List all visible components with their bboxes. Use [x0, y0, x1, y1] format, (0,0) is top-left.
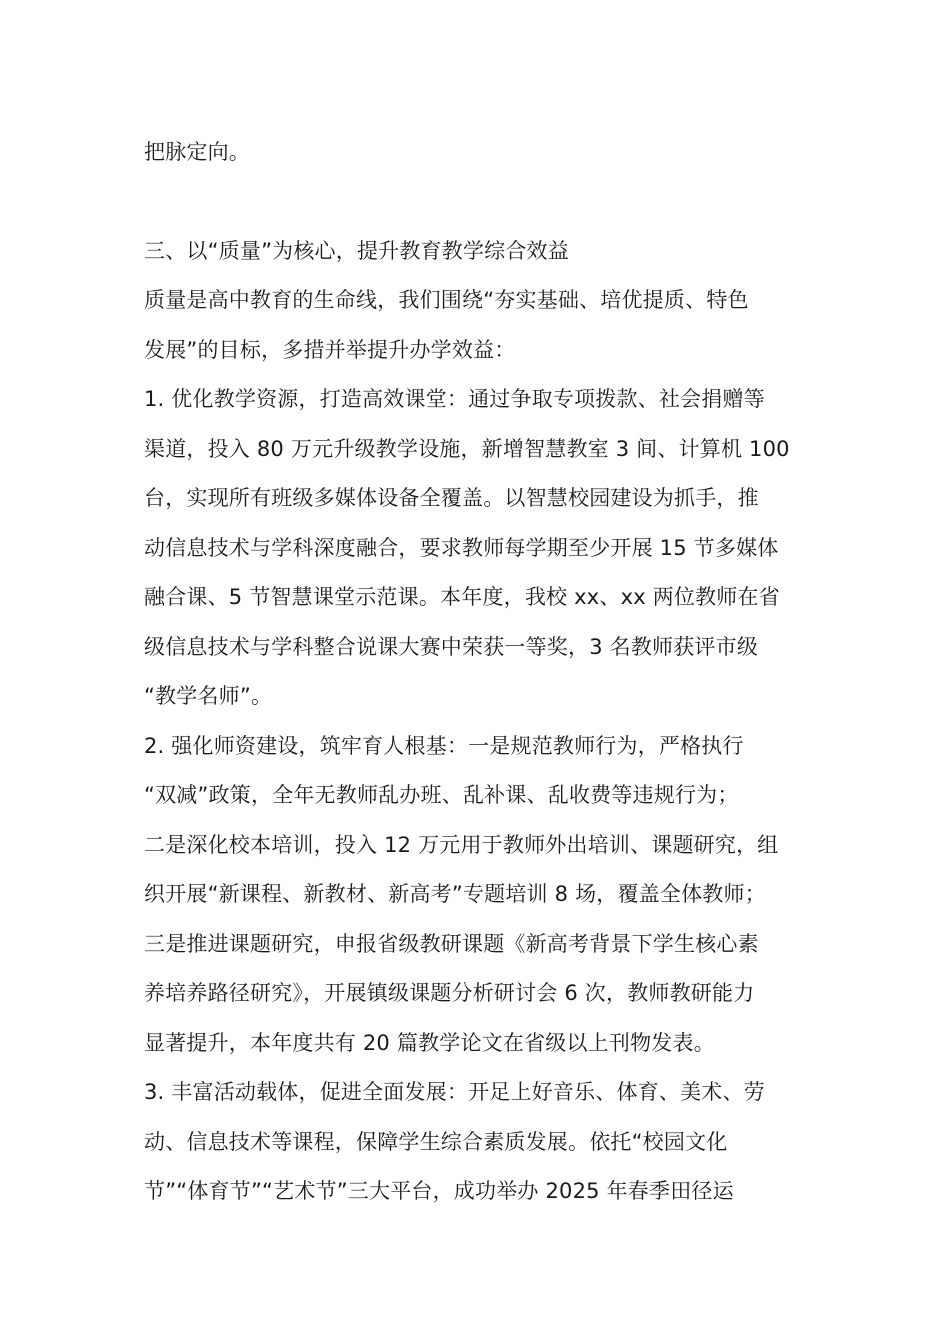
- text-line: 动、信息技术等课程，保障学生综合素质发展。依托“校园文化: [144, 1130, 728, 1154]
- text-line: 级信息技术与学科整合说课大赛中荣获一等奖，3 名教师获评市级: [144, 635, 759, 659]
- text-line: 融合课、5 节智慧课堂示范课。本年度，我校 xx、xx 两位教师在省: [144, 585, 780, 609]
- text-line: 质量是高中教育的生命线，我们围绕“夯实基础、培优提质、特色: [144, 288, 749, 312]
- text-line: 二是深化校本培训，投入 12 万元用于教师外出培训、课题研究，组: [144, 833, 779, 857]
- text-line: 发展”的目标，多措并举提升办学效益：: [144, 338, 516, 362]
- text-line: 3. 丰富活动载体，促进全面发展：开足上好音乐、体育、美术、劳: [144, 1080, 765, 1104]
- text-line: 三是推进课题研究，申报省级教研课题《新高考背景下学生核心素: [144, 932, 759, 956]
- text-line: 渠道，投入 80 万元升级教学设施，新增智慧教室 3 间、计算机 100: [144, 437, 790, 461]
- text-line: 台，实现所有班级多媒体设备全覆盖。以智慧校园建设为抓手，推: [144, 486, 759, 510]
- text-line: 1. 优化教学资源，打造高效课堂：通过争取专项拨款、社会捐赠等: [144, 387, 765, 411]
- text-line: 显著提升，本年度共有 20 篇教学论文在省级以上刊物发表。: [144, 1031, 715, 1055]
- text-line: 养培养路径研究》，开展镇级课题分析研讨会 6 次，教师教研能力: [144, 981, 755, 1005]
- text-line: 节”“体育节”“艺术节”三大平台，成功举办 2025 年春季田径运: [144, 1179, 734, 1203]
- text-line: 织开展“新课程、新教材、新高考”专题培训 8 场，覆盖全体教师；: [144, 882, 766, 906]
- text-line: 动信息技术与学科深度融合，要求教师每学期至少开展 15 节多媒体: [144, 536, 779, 560]
- text-line: 把脉定向。: [144, 140, 250, 164]
- text-line: “双减”政策，全年无教师乱办班、乱补课、乱收费等违规行为；: [144, 783, 739, 807]
- text-line: “教学名师”。: [144, 684, 273, 708]
- section-heading: 三、以“质量”为核心，提升教育教学综合效益: [144, 239, 569, 263]
- text-line: 2. 强化师资建设，筑牢育人根基：一是规范教师行为，严格执行: [144, 734, 744, 758]
